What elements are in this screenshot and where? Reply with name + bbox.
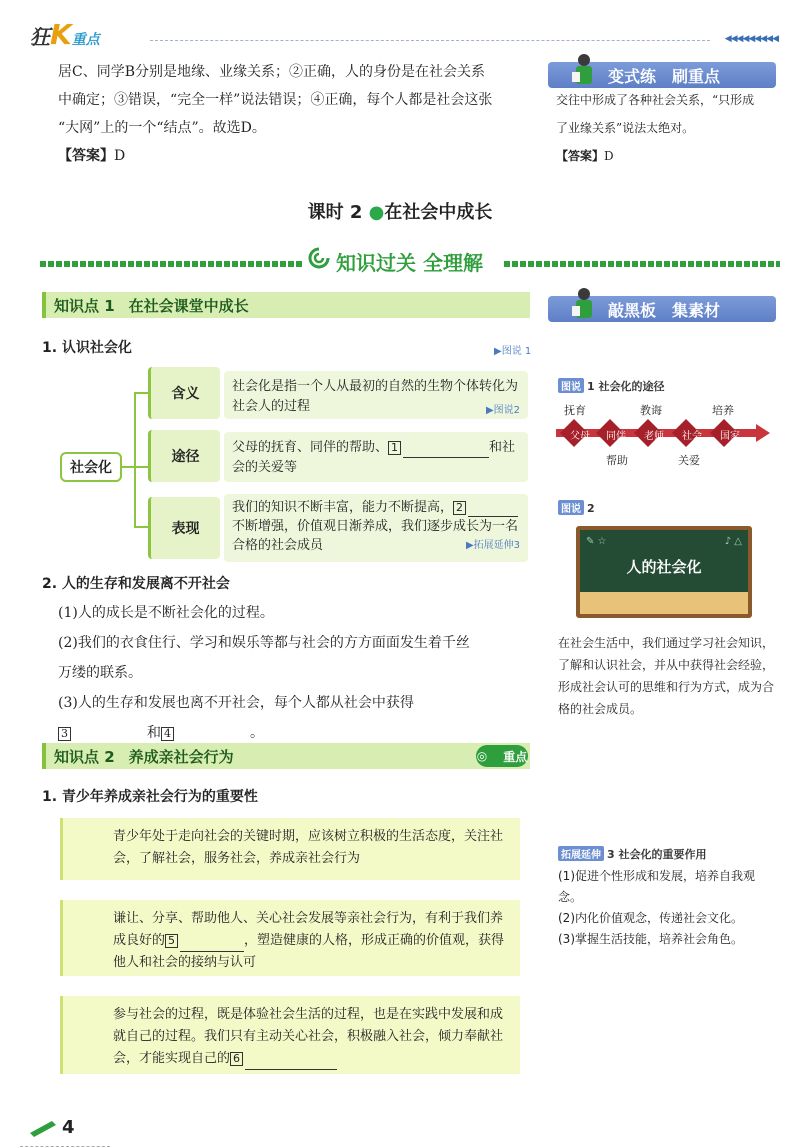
importance-box-1: 青少年处于走向社会的关键时期，应该树立积极的生活态度，关注社会，了解社会，服务社会，养成亲社会行为 <box>60 818 520 880</box>
intro-text: 居C、同学B分别是地缘、业缘关系；②正确，人的身份是在社会关系 中确定；③错误，“完全一样”说法错误；④正确，每个人都是社会这张 “大网”上的一个“结点”。故选D。 【答案】D <box>58 64 493 164</box>
figure-1-heading: 图说 1 社会化的途径 <box>558 378 665 394</box>
dot-icon: ● <box>368 202 385 223</box>
center-node-socialization: 社会化 <box>60 452 122 482</box>
chalkboard-illustration: 人的社会化 ✎ ☆ ♪ △ <box>576 526 752 618</box>
extension-3-list: (1)促进个性形成和发展，培养自我观念。 (2)内化价值观念，传递社会文化。 (3)掌握生活技能，培养社会角色。 <box>558 869 755 946</box>
lesson-title: 课时 2 ●在社会中成长 <box>307 202 493 223</box>
item-label-performance: 表现 <box>148 497 220 559</box>
sidebar-title: 敲黑板 集素材 <box>548 296 776 322</box>
item-label-meaning: 含义 <box>148 367 220 419</box>
practice-title: 变式练 刷重点 <box>548 62 776 88</box>
section-banner: 知识过关 全理解 <box>306 246 483 276</box>
practice-text: 交往中形成了各种社会关系，“只形成 了业缘关系”说法太绝对。 【答案】D <box>556 93 755 163</box>
knowledge-point-1-bar: 知识点 1 在社会课堂中成长 <box>42 292 530 318</box>
item-box-performance: 我们的知识不断丰富，能力不断提高， 2不断增强，价值观日渐养成，我们逐步成长为一名合格的社会成员 ▶拓展延伸3 <box>224 494 528 562</box>
chalk-doodle-icon: ♪ △ <box>724 536 742 547</box>
item-label-path: 途径 <box>148 430 220 482</box>
figure-2-description: 在社会生活中，我们通过学习社会知识，了解和认识社会，并从中获得社会经验，形成社会认可的思维和行为方式，成为合格的社会成员。 <box>558 636 775 716</box>
item-box-meaning: 社会化是指一个人从最初的自然的生物个体转化为社会人的过程 ▶图说2 <box>224 371 528 419</box>
socialization-path-diagram: 抚育 教诲 培养 父母 同伴 老师 社会 国家 帮助 关爱 <box>556 400 770 470</box>
importance-box-2: 谦让、分享、帮助他人、关心社会发展等亲社会行为，有利于我们养成良好的 5 ，塑造健康的人格，形成正确的价值观，获得他人和社会的接纳与认可 <box>60 900 520 976</box>
section-heading: 2. 人的生存和发展离不开社会 <box>42 576 230 592</box>
target-icon: ◎ <box>476 749 488 763</box>
pen-icon <box>28 1117 58 1137</box>
student-icon <box>570 286 598 322</box>
key-point-badge: ◎ 重点 <box>476 745 528 767</box>
section-2-text: (1)人的成长是不断社会化的过程。 (2)我们的衣食住行、学习和娱乐等都与社会的方方面面发生着千丝 万缕的联系。 (3)人的生存和发展也离不开社会，每个人都从社会中获得 3 和 4 。 <box>58 598 530 748</box>
knowledge-point-2-bar: 知识点 2 养成亲社会行为 ◎ 重点 <box>42 743 530 769</box>
page-number: 4 <box>62 1117 75 1138</box>
importance-box-3: 参与社会的过程，既是体验社会生活的过程，也是在实践中发展和成就自己的过程。我们只有主动关心社会，积极融入社会，倾力奉献社会，才能实现自己的 6 <box>60 996 520 1074</box>
extension-3-heading: 拓展延伸 3 社会化的重要作用 <box>558 846 707 862</box>
section-heading: 1. 认识社会化 <box>42 340 132 356</box>
chalk-doodle-icon: ✎ ☆ <box>586 536 607 547</box>
section-heading: 1. 青少年养成亲社会行为的重要性 <box>42 789 258 805</box>
figure-ref-tag: ▶图说 1 <box>494 346 532 357</box>
figures-row <box>580 592 748 614</box>
figure-2-heading: 图说 2 <box>558 500 595 515</box>
header-arrows-icon: ◀◀◀◀◀◀◀◀◀ <box>724 34 778 44</box>
logo: 狂K重点 <box>30 18 100 51</box>
item-box-path: 父母的抚育、同伴的帮助、 1 和社会的关爱等 <box>224 432 528 482</box>
